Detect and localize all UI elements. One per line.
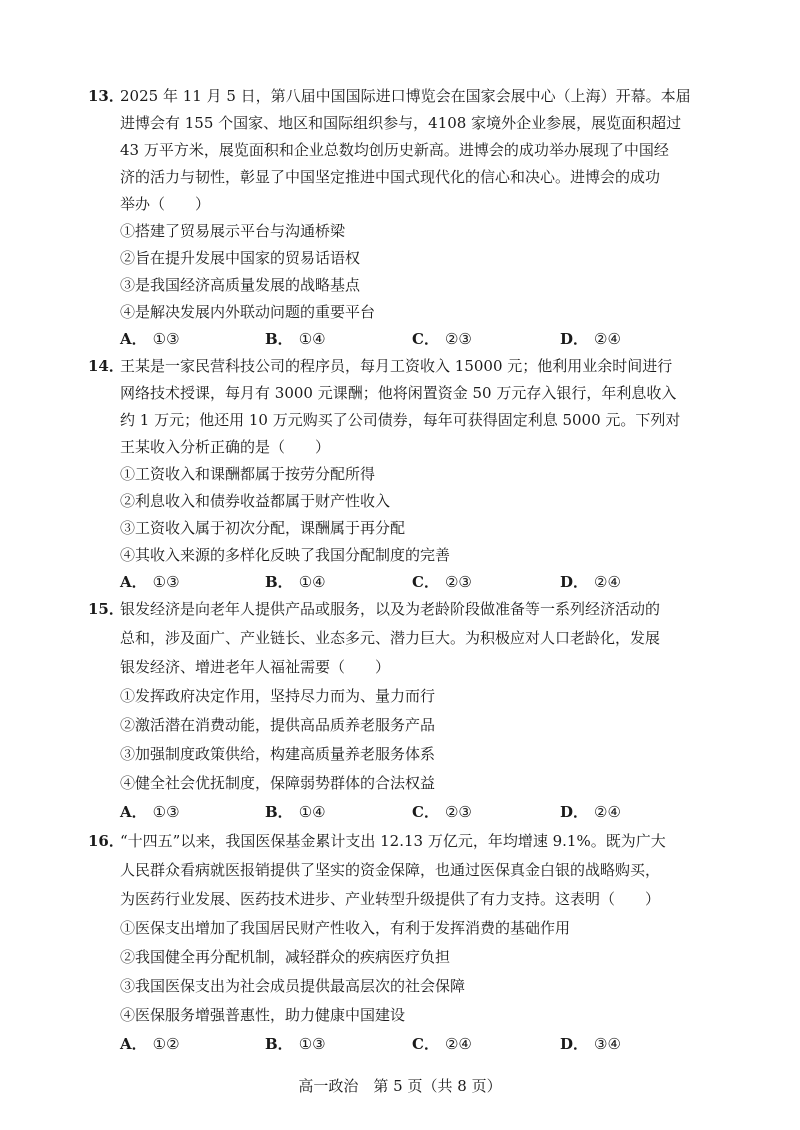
question-number: 15．: [88, 600, 124, 618]
answer-choice-d: [560, 1033, 621, 1055]
question-stem-line: 银发经济、增进老年人福祉需要（ ）: [120, 658, 391, 676]
question-stem-line: 王某收入分析正确的是（ ）: [120, 438, 331, 456]
statement-option: ①医保支出增加了我国居民财产性收入，有利于发挥消费的基础作用: [120, 919, 571, 937]
statement-option: ④其收入来源的多样化反映了我国分配制度的完善: [120, 546, 451, 564]
question-stem-line: “十四五”以来，我国医保基金累计支出 12.13 万亿元，年均增速 9.1%。既为广大: [120, 832, 666, 850]
question-number: 13．: [88, 87, 124, 105]
choice-text: ②④: [594, 803, 621, 821]
question-stem-line: 银发经济是向老年人提供产品或服务，以及为老龄阶段做准备等一系列经济活动的: [120, 600, 661, 618]
question-stem-line: 总和，涉及面广、产业链长、业态多元、潜力巨大。为积极应对人口老龄化，发展: [120, 629, 661, 647]
answer-choice-a: [120, 328, 180, 350]
choice-text: ①③: [152, 573, 180, 591]
choice-text: ①③: [298, 1035, 326, 1053]
answer-choice-a: [120, 801, 180, 823]
answer-choice-d: [560, 801, 621, 823]
choice-letter: A．: [120, 1035, 147, 1053]
choice-letter: D．: [560, 573, 589, 591]
choice-text: ①③: [152, 330, 180, 348]
statement-option: ②利息收入和债券收益都属于财产性收入: [120, 492, 391, 510]
question-stem-line: 王某是一家民营科技公司的程序员，每月工资收入 15000 元；他利用业余时间进行: [120, 357, 673, 375]
choice-letter: C．: [412, 573, 439, 591]
answer-choice-b: [265, 1033, 326, 1055]
answer-choice-d: [560, 328, 621, 350]
choice-letter: A．: [120, 803, 147, 821]
choice-letter: C．: [412, 1035, 439, 1053]
choice-text: ①④: [298, 573, 326, 591]
choice-letter: B．: [265, 330, 293, 348]
question-stem-line: 约 1 万元；他还用 10 万元购买了公司债券，每年可获得固定利息 5000 元。下列对: [120, 411, 681, 429]
answer-choice-b: [265, 328, 326, 350]
statement-option: ①工资收入和课酬都属于按劳分配所得: [120, 465, 376, 483]
statement-option: ④是解决发展内外联动问题的重要平台: [120, 303, 376, 321]
choice-letter: D．: [560, 330, 589, 348]
question-stem-line: 济的活力与韧性，彰显了中国坚定推进中国式现代化的信心和决心。进博会的成功: [120, 168, 661, 186]
choice-letter: A．: [120, 330, 147, 348]
question-stem-line: 进博会有 155 个国家、地区和国际组织参与，4108 家境外企业参展，展览面积超过: [120, 114, 682, 132]
answer-choice-b: [265, 571, 326, 593]
statement-option: ④医保服务增强普惠性，助力健康中国建设: [120, 1006, 406, 1024]
choice-text: ②④: [594, 573, 621, 591]
statement-option: ③加强制度政策供给，构建高质量养老服务体系: [120, 745, 436, 763]
answer-choice-c: [412, 1033, 472, 1055]
statement-option: ③我国医保支出为社会成员提供最高层次的社会保障: [120, 977, 466, 995]
choice-letter: A．: [120, 573, 147, 591]
question-stem-line: 43 万平方米，展览面积和企业总数均创历史新高。进博会的成功举办展现了中国经: [120, 141, 669, 159]
choice-letter: B．: [265, 1035, 293, 1053]
choice-text: ②④: [444, 1035, 472, 1053]
question-stem-line: 为医药行业发展、医药技术进步、产业转型升级提供了有力支持。这表明（ ）: [120, 890, 661, 908]
question-number: 14．: [88, 357, 124, 375]
question-stem-line: 举办（ ）: [120, 195, 211, 213]
choice-text: ①④: [298, 803, 326, 821]
choice-letter: C．: [412, 803, 439, 821]
answer-choice-c: [412, 801, 472, 823]
answer-choice-d: [560, 571, 621, 593]
answer-choice-a: [120, 1033, 180, 1055]
statement-option: ①搭建了贸易展示平台与沟通桥梁: [120, 222, 346, 240]
choice-letter: B．: [265, 573, 293, 591]
choice-text: ①③: [152, 803, 180, 821]
statement-option: ②我国健全再分配机制，减轻群众的疾病医疗负担: [120, 948, 451, 966]
choice-letter: B．: [265, 803, 293, 821]
choice-letter: D．: [560, 1035, 589, 1053]
choice-letter: C．: [412, 330, 439, 348]
question-stem-line: 网络技术授课，每月有 3000 元课酬；他将闲置资金 50 万元存入银行，年利息收入: [120, 384, 677, 402]
question-number: 16．: [88, 832, 124, 850]
choice-text: ①②: [152, 1035, 180, 1053]
answer-choice-c: [412, 328, 472, 350]
choice-text: ①④: [298, 330, 326, 348]
answer-choice-a: [120, 571, 180, 593]
statement-option: ①发挥政府决定作用，坚持尽力而为、量力而行: [120, 687, 436, 705]
answer-choice-b: [265, 801, 326, 823]
choice-text: ②④: [594, 330, 621, 348]
statement-option: ②旨在提升发展中国家的贸易话语权: [120, 249, 361, 267]
choice-text: ②③: [444, 330, 472, 348]
statement-option: ②激活潜在消费动能，提供高品质养老服务产品: [120, 716, 436, 734]
statement-option: ④健全社会优抚制度，保障弱势群体的合法权益: [120, 774, 436, 792]
choice-text: ②③: [444, 573, 472, 591]
statement-option: ③是我国经济高质量发展的战略基点: [120, 276, 361, 294]
page-footer: 高一政治 第 5 页（共 8 页）: [298, 1077, 502, 1095]
question-stem-line: 人民群众看病就医报销提供了坚实的资金保障，也通过医保真金白银的战略购买，: [120, 861, 661, 879]
answer-choice-c: [412, 571, 472, 593]
choice-letter: D．: [560, 803, 589, 821]
question-stem-line: 2025 年 11 月 5 日，第八届中国国际进口博览会在国家会展中心（上海）开幕。本届: [120, 87, 691, 105]
choice-text: ②③: [444, 803, 472, 821]
choice-text: ③④: [594, 1035, 621, 1053]
statement-option: ③工资收入属于初次分配，课酬属于再分配: [120, 519, 406, 537]
